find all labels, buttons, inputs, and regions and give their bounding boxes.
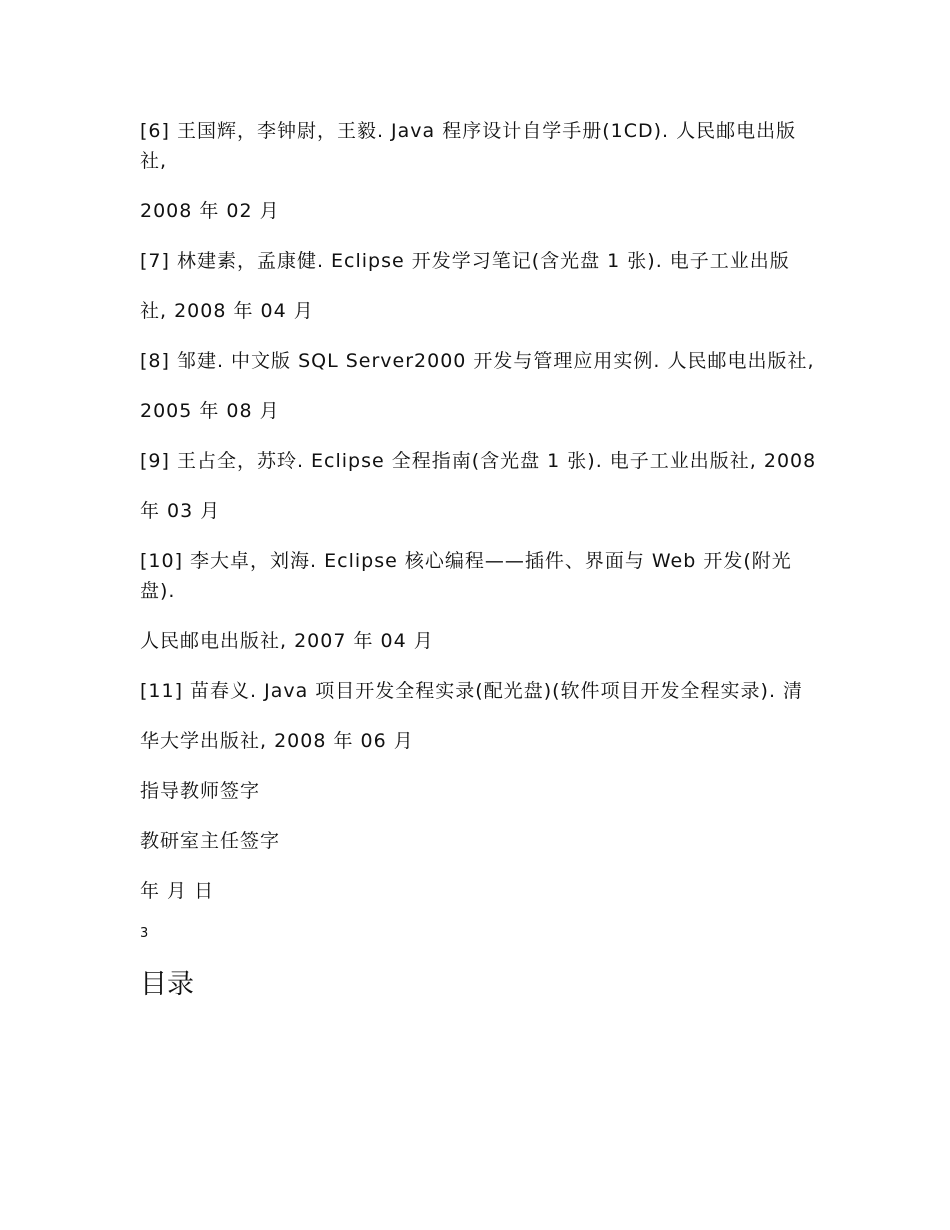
reference-10-line-1: [10] 李大卓，刘海. Eclipse 核心编程——插件、界面与 Web 开发(附光盘). bbox=[140, 550, 792, 602]
advisor-signature-label: 指导教师签字 bbox=[140, 780, 261, 802]
reference-7-line-2: 社, 2008 年 04 月 bbox=[140, 300, 314, 322]
section-heading-contents: 目录 bbox=[140, 969, 194, 1000]
reference-8-line-1: [8] 邹建. 中文版 SQL Server2000 开发与管理应用实例. 人民邮电出版社, bbox=[140, 350, 815, 372]
reference-6-line-2: 2008 年 02 月 bbox=[140, 200, 280, 222]
director-signature-label: 教研室主任签字 bbox=[140, 830, 281, 852]
reference-11-line-1: [11] 苗春义. Java 项目开发全程实录(配光盘)(软件项目开发全程实录). 清 bbox=[140, 680, 804, 702]
reference-10-line-2: 人民邮电出版社, 2007 年 04 月 bbox=[140, 630, 434, 652]
page-number: 3 bbox=[140, 926, 149, 941]
page-content bbox=[140, 116, 820, 1002]
reference-7-line-1: [7] 林建素，孟康健. Eclipse 开发学习笔记(含光盘 1 张). 电子工业出版 bbox=[140, 250, 790, 272]
date-label: 年 月 日 bbox=[140, 880, 215, 902]
reference-11-line-2: 华大学出版社, 2008 年 06 月 bbox=[140, 730, 414, 752]
reference-9-line-1: [9] 王占全，苏玲. Eclipse 全程指南(含光盘 1 张). 电子工业出版社, 2008 bbox=[140, 450, 817, 472]
reference-8-line-2: 2005 年 08 月 bbox=[140, 400, 280, 422]
reference-9-line-2: 年 03 月 bbox=[140, 500, 221, 522]
reference-6-line-1: [6] 王国辉，李钟尉，王毅. Java 程序设计自学手册(1CD). 人民邮电出版社, bbox=[140, 120, 797, 172]
